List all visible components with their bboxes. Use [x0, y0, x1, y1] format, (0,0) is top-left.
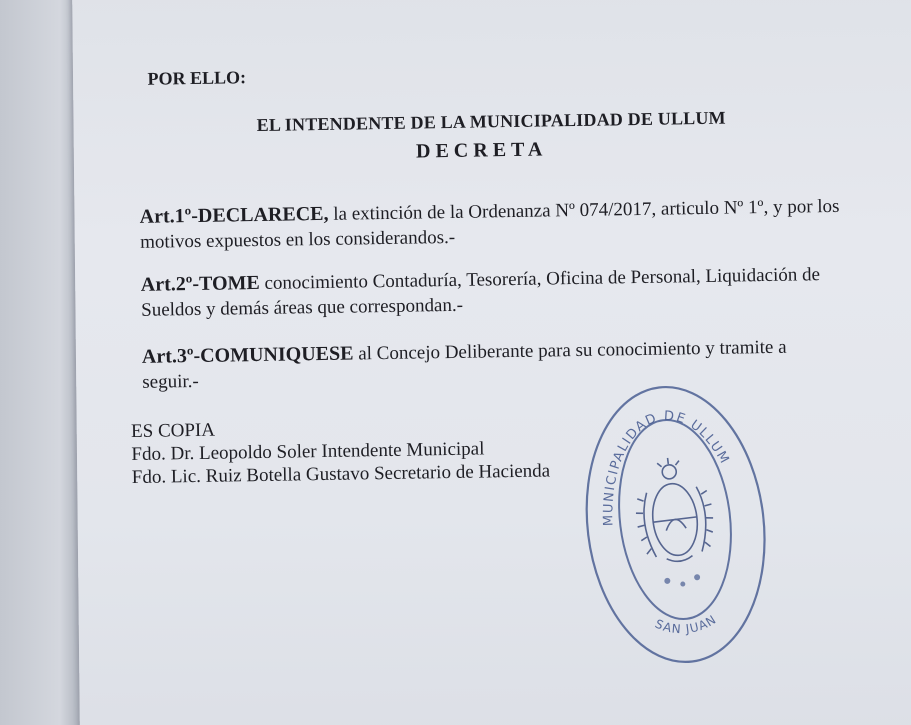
coat-of-arms-icon	[630, 453, 718, 565]
signature-line-mayor: Fdo. Dr. Leopoldo Soler Intendente Municipal	[131, 438, 485, 466]
article-3-lead: Art.3º-COMUNIQUESE	[141, 342, 354, 368]
article-1-lead: Art.1º-DECLARECE,	[139, 202, 329, 228]
article-2-text: conocimiento Contaduría, Tesorería, Oficina de Personal, Liquidación de Sueldos y demás áreas que correspondan.-	[141, 264, 821, 321]
seal-ring-text: MUNICIPALIDAD DE ULLUM	[601, 408, 733, 527]
es-copia-label: ES COPIA	[130, 419, 216, 443]
decree-heading: EL INTENDENTE DE LA MUNICIPALIDAD DE ULLUM	[256, 107, 726, 136]
article-3-text: al Concejo Deliberante para su conocimiento y tramite a seguir.-	[142, 336, 787, 393]
article-1-text: la extinción de la Ordenanza Nº 074/2017, articulo Nº 1º, y por los motivos expuestos en los considerandos.-	[139, 195, 840, 253]
decreta-title: DECRETA	[415, 138, 548, 163]
por-ello-label: POR ELLO:	[147, 67, 247, 89]
signature-block	[131, 413, 550, 489]
municipal-seal-stamp	[564, 369, 787, 680]
article-2-lead: Art.2º-TOME	[140, 271, 260, 296]
article-1	[140, 194, 841, 255]
svg-text:SAN JUAN	[652, 610, 721, 641]
signature-line-secretary: Fdo. Lic. Ruiz Botella Gustavo Secretario de Hacienda	[131, 460, 551, 489]
article-2	[141, 262, 842, 323]
seal-bottom-text: SAN JUAN	[652, 612, 720, 637]
